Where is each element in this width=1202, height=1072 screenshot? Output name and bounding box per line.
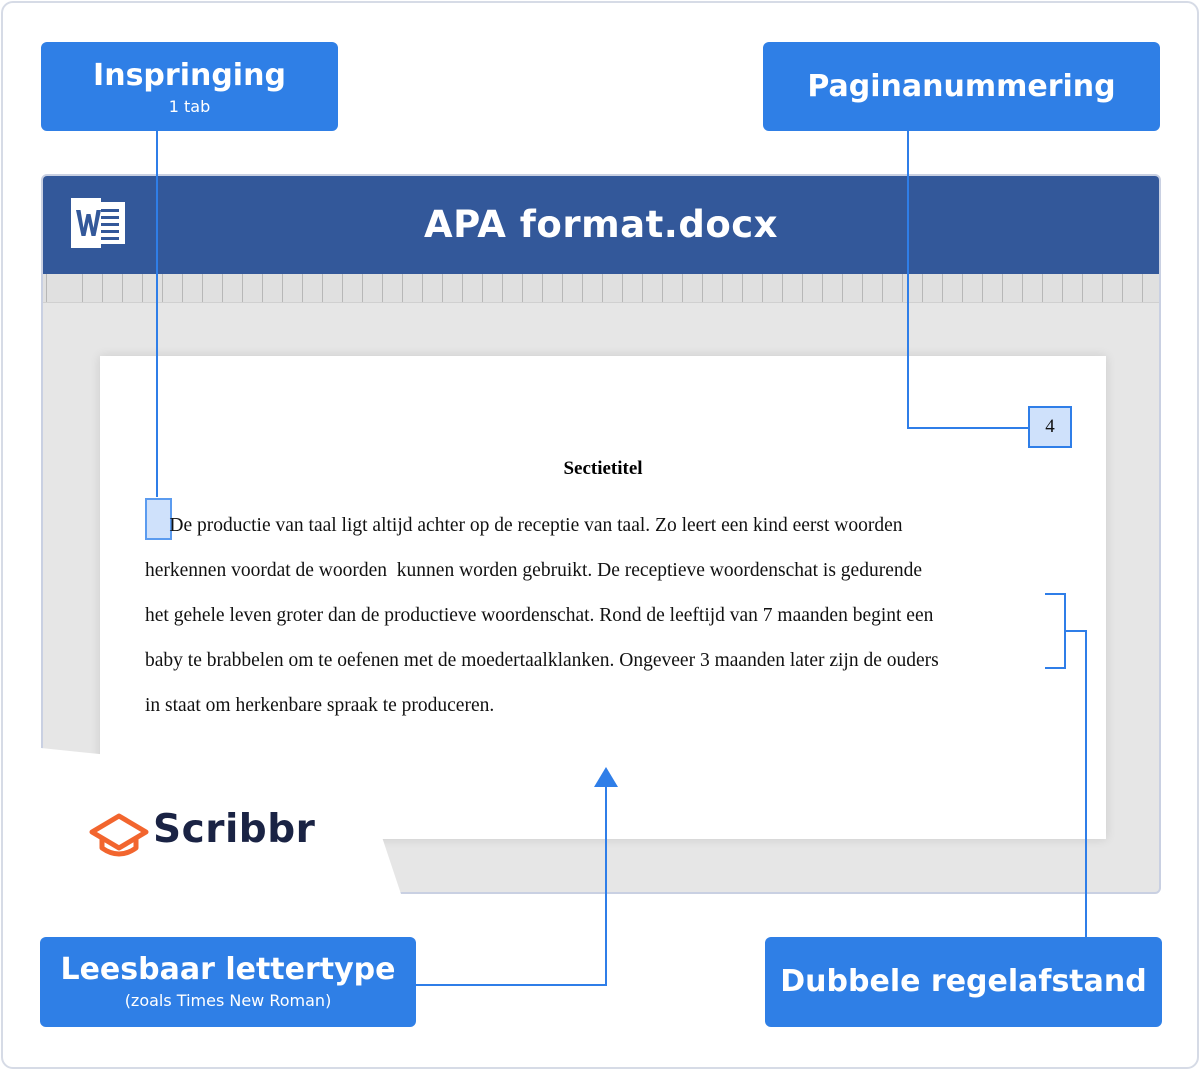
section-title: Sectietitel — [563, 458, 643, 479]
title-bar — [43, 176, 1159, 274]
body-line: in staat om herkenbare spraak te produceren. — [145, 695, 495, 716]
document-title: APA format.docx — [423, 203, 779, 246]
graduation-cap-icon — [88, 812, 150, 858]
callout-spacing — [765, 937, 1162, 1027]
body-line: herkennen voordat de woorden kunnen worden gebruikt. De receptieve woordenschat is gedurende — [145, 560, 923, 581]
callout-font-label: Leesbaar lettertype — [60, 952, 396, 987]
callout-page-numbering — [763, 42, 1160, 131]
page-number: 4 — [1028, 406, 1072, 448]
callout-indent-label: Inspringing — [93, 58, 286, 93]
callout-spacing-label: Dubbele regelafstand — [780, 964, 1147, 999]
body-line: baby te brabbelen om te oefenen met de moedertaalklanken. Ongeveer 3 maanden later zijn de ouders — [145, 650, 939, 671]
body-line: De productie van taal ligt altijd achter op de receptie van taal. Zo leert een kind eerst woorden — [145, 515, 903, 536]
body-line: het gehele leven groter dan de productieve woordenschat. Rond de leeftijd van 7 maanden begint een — [145, 605, 934, 626]
body-text — [145, 503, 1075, 728]
brand-name: Scribbr — [153, 807, 316, 852]
callout-font — [40, 937, 416, 1027]
callout-indent — [41, 42, 338, 131]
callout-indent-sub: 1 tab — [168, 97, 211, 116]
callout-font-sub: (zoals Times New Roman) — [124, 991, 332, 1010]
ruler — [43, 274, 1159, 303]
callout-page-numbering-label: Paginanummering — [807, 69, 1116, 104]
